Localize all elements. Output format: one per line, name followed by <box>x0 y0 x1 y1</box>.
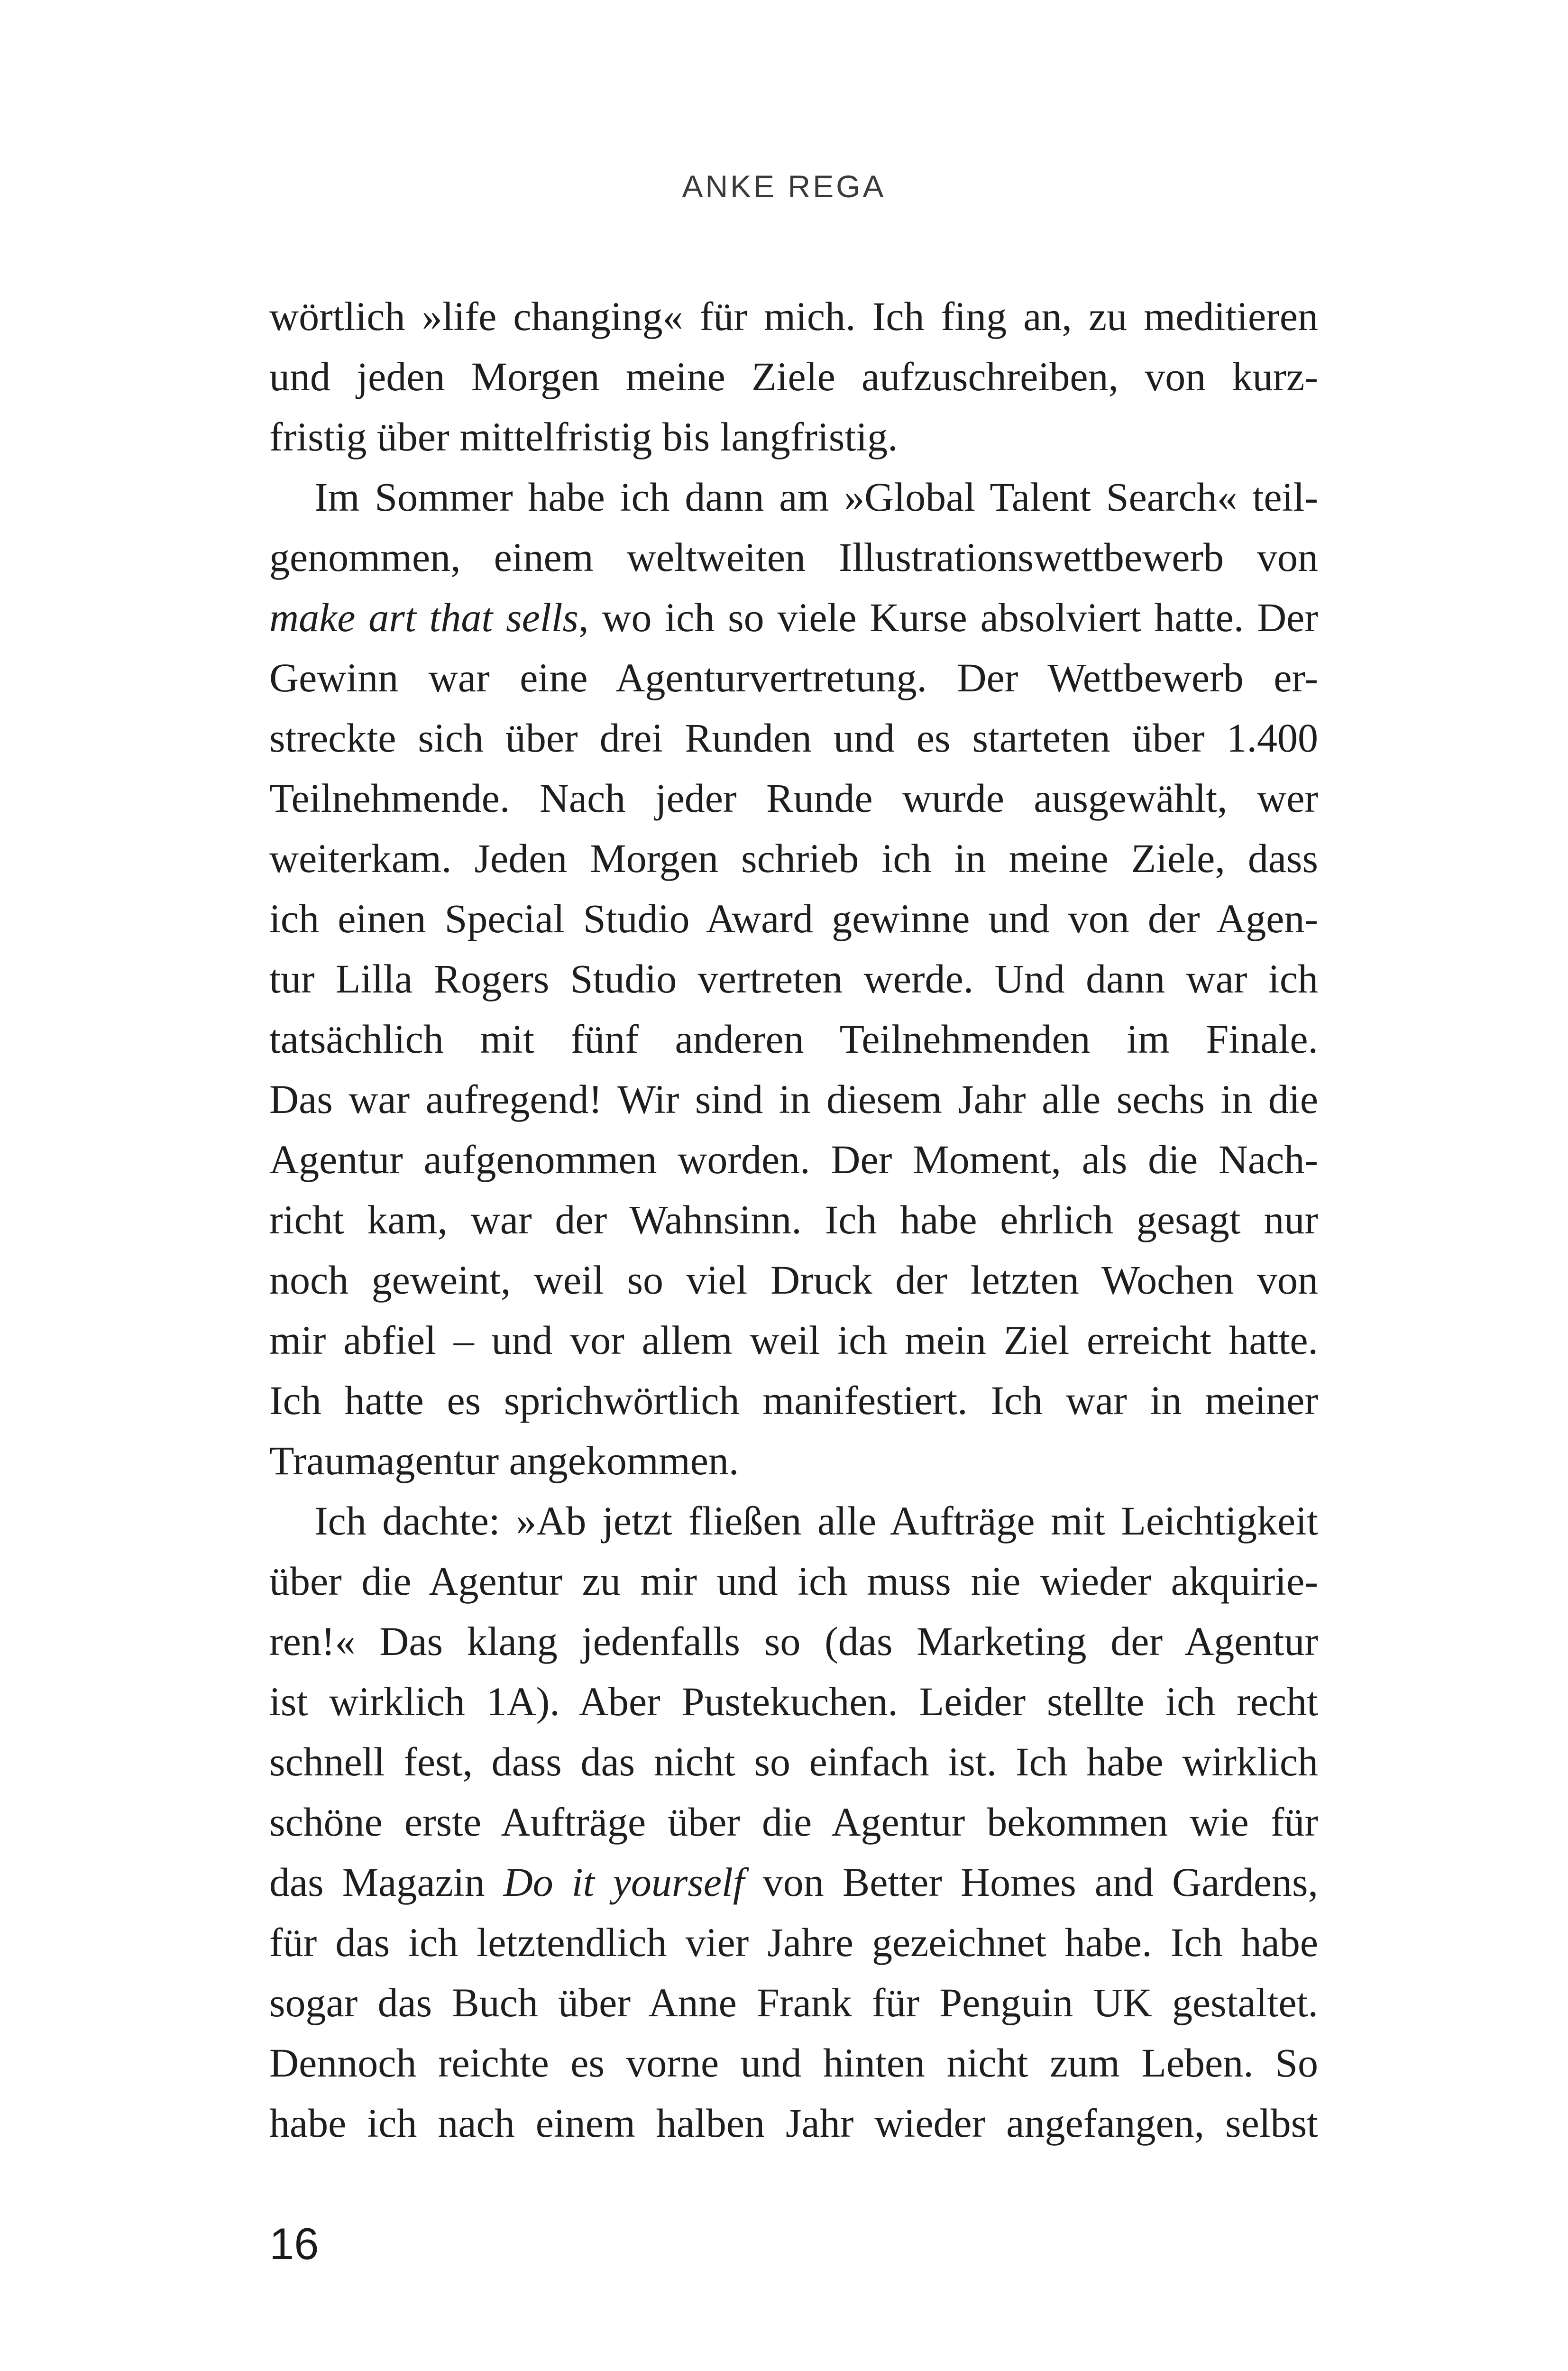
paragraph-start-line: Im Sommer habe ich dann am »Global Talent Search« teil- <box>314 474 1318 520</box>
text-line: Dennoch reichte es vorne und hinten nicht zum Leben. So <box>269 2040 1318 2086</box>
text-line: genommen, einem weltweiten Illustrationswettbewerb von <box>269 534 1318 580</box>
text-line: und jeden Morgen meine Ziele aufzuschreiben, von kurz- <box>269 354 1318 399</box>
text-line: Traumagentur angekommen. <box>269 1438 739 1483</box>
text-line: ich einen Special Studio Award gewinne und von der Agen- <box>269 896 1318 941</box>
text-line: schnell fest, dass das nicht so einfach ist. Ich habe wirklich <box>269 1739 1318 1784</box>
text-segment: das Magazin <box>269 1859 504 1905</box>
text-line: weiterkam. Jeden Morgen schrieb ich in meine Ziele, dass <box>269 836 1318 881</box>
text-line: über die Agentur zu mir und ich muss nie wieder akquirie- <box>269 1558 1318 1604</box>
text-line: fristig über mittelfristig bis langfristig. <box>269 414 898 459</box>
text-line: ist wirklich 1A). Aber Pustekuchen. Leider stellte ich recht <box>269 1679 1318 1724</box>
page-number: 16 <box>269 2219 319 2269</box>
paragraph-start-line: Ich dachte: »Ab jetzt fließen alle Aufträge mit Leichtigkeit <box>314 1498 1318 1544</box>
text-line: Agentur aufgenommen worden. Der Moment, als die Nach- <box>269 1137 1318 1182</box>
text-line: mir abfiel – und vor allem weil ich mein Ziel erreicht hatte. <box>269 1317 1318 1363</box>
running-head: ANKE REGA <box>682 169 886 204</box>
text-line: für das ich letztendlich vier Jahre gezeichnet habe. Ich habe <box>269 1920 1318 1965</box>
text-line: schöne erste Aufträge über die Agentur bekommen wie für <box>269 1799 1318 1845</box>
text-line <box>269 1852 1318 1912</box>
text-line: richt kam, war der Wahnsinn. Ich habe ehrlich gesagt nur <box>269 1197 1318 1242</box>
text-line: Das war aufregend! Wir sind in diesem Jahr alle sechs in die <box>269 1076 1318 1122</box>
text-line: tur Lilla Rogers Studio vertreten werde. Und dann war ich <box>269 956 1318 1002</box>
text-line: streckte sich über drei Runden und es starteten über 1.400 <box>269 715 1318 761</box>
italic-title: Do it yourself <box>503 1859 744 1905</box>
text-line: noch geweint, weil so viel Druck der letzten Wochen von <box>269 1257 1318 1303</box>
italic-title: make art that sells <box>269 595 578 640</box>
text-line: sogar das Buch über Anne Frank für Penguin UK gestaltet. <box>269 1980 1318 2025</box>
text-line: Teilnehmende. Nach jeder Runde wurde ausgewählt, wer <box>269 775 1318 821</box>
text-line <box>269 588 1318 648</box>
text-line: Gewinn war eine Agenturvertretung. Der Wettbewerb er- <box>269 655 1318 700</box>
text-line: Ich hatte es sprichwörtlich manifestiert. Ich war in meiner <box>269 1378 1318 1423</box>
text-line: habe ich nach einem halben Jahr wieder angefangen, selbst <box>269 2100 1318 2146</box>
text-line: tatsächlich mit fünf anderen Teilnehmenden im Finale. <box>269 1016 1318 1062</box>
text-segment: , wo ich so viele Kurse absolviert hatte. Der <box>578 595 1318 640</box>
body-text <box>269 286 1318 2153</box>
text-segment: von Better Homes and Gardens, <box>744 1859 1318 1905</box>
text-line: ren!« Das klang jedenfalls so (das Marketing der Agentur <box>269 1618 1318 1664</box>
text-line: wörtlich »life changing« für mich. Ich fing an, zu meditieren <box>269 294 1318 339</box>
